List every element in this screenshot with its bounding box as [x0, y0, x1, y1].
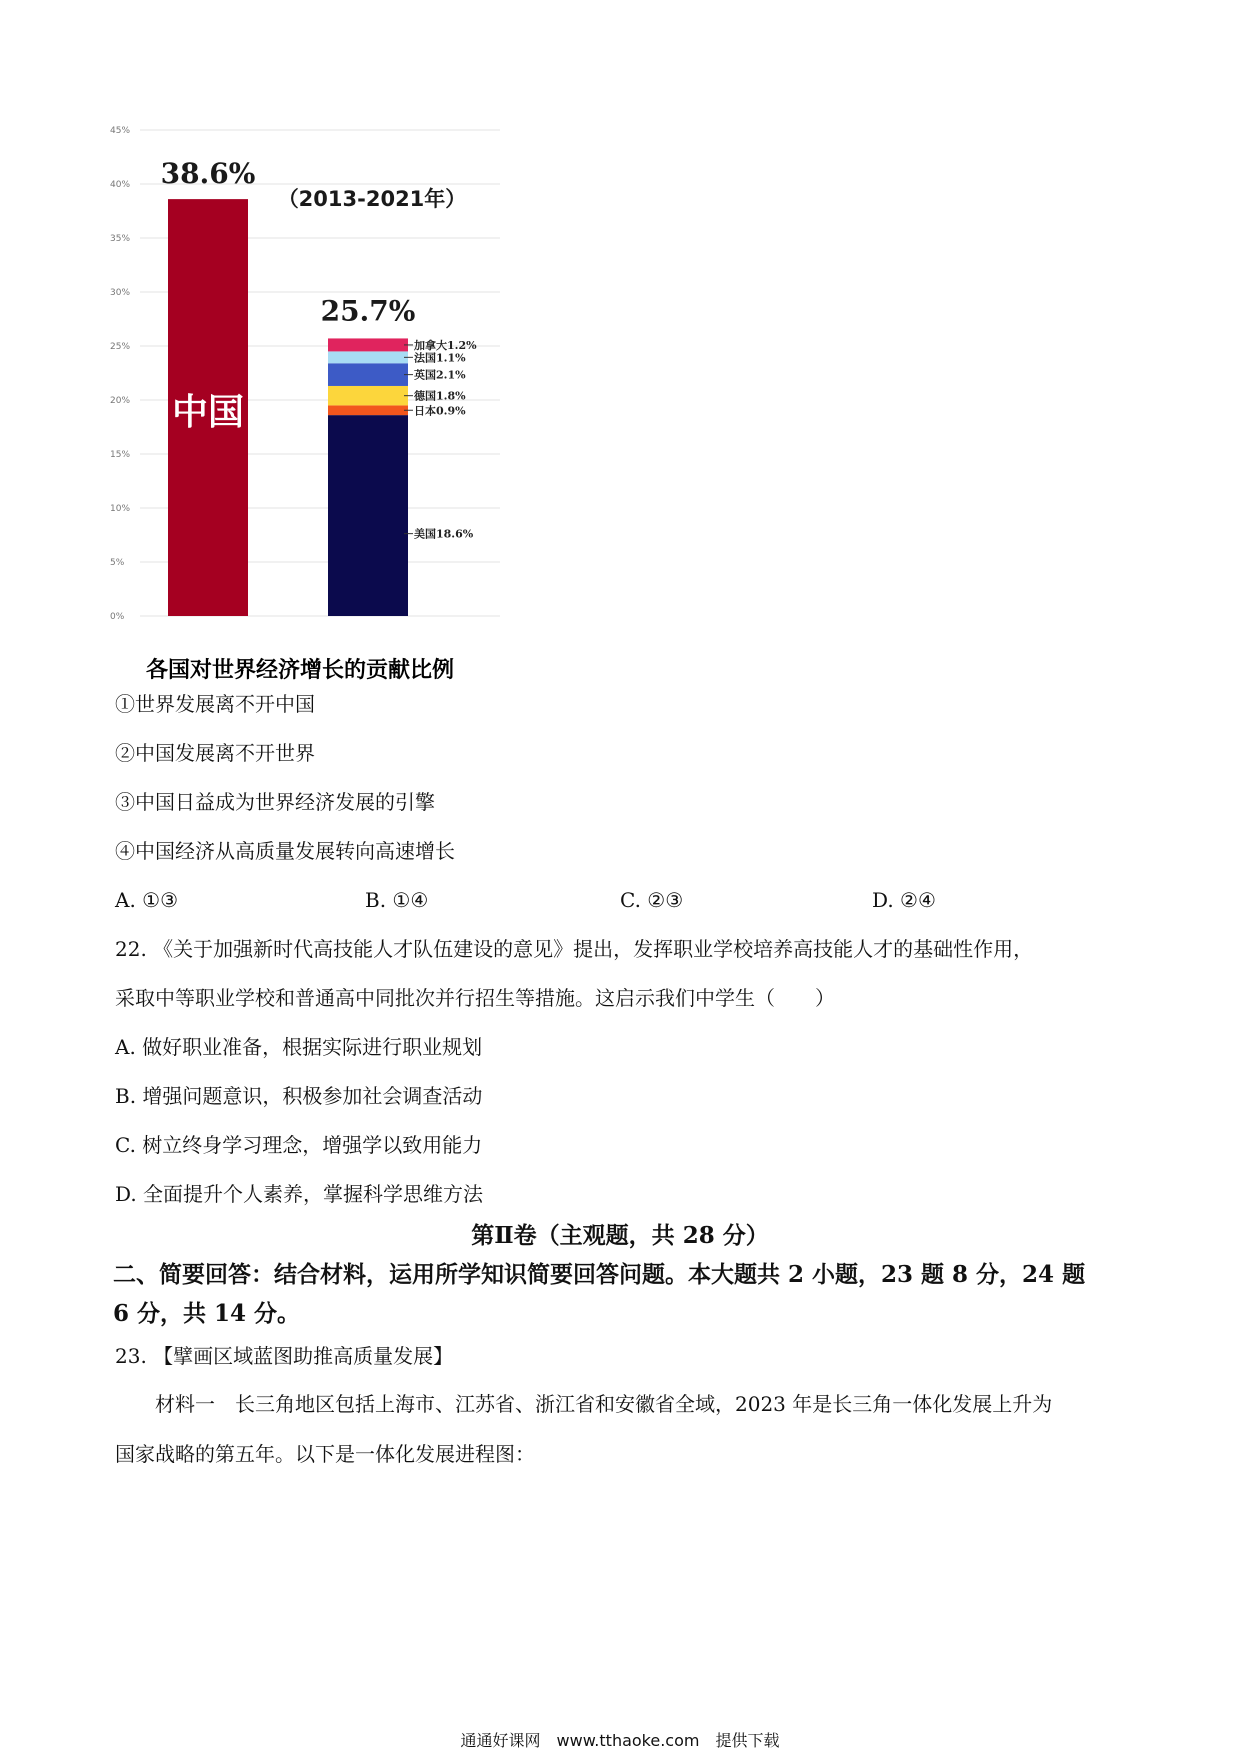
- y-tick-label: 20%: [110, 396, 131, 406]
- chart-title: 各国对世界经济增长的贡献比例: [145, 658, 455, 680]
- q21-option-a: A. ①③: [115, 888, 179, 912]
- q23-title: 23. 【擘画区域蓝图助推高质量发展】: [115, 1344, 454, 1368]
- q21-option-c: C. ②③: [620, 888, 684, 912]
- material-1-line1: 材料一 长三角地区包括上海市、江苏省、浙江省和安徽省全域，2023 年是长三角一体化发展上升为: [155, 1392, 1053, 1416]
- page-footer: 通通好课网 www.tthaoke.com 提供下载: [460, 1731, 780, 1750]
- stack-segment: [328, 415, 408, 616]
- q21-option-b: B. ①④: [365, 888, 429, 912]
- y-tick-label: 45%: [110, 126, 131, 136]
- bar-stacked-value-label: 25.7%: [320, 294, 416, 328]
- segment-label: 美国18.6%: [414, 527, 474, 541]
- q22-stem-line2: 采取中等职业学校和普通高中同批次并行招生等措施。这启示我们中学生（ ）: [115, 986, 835, 1010]
- y-tick-label: 40%: [110, 180, 131, 190]
- contribution-chart: [110, 120, 550, 680]
- segment-label: 法国1.1%: [414, 351, 466, 365]
- q22-option-d: D. 全面提升个人素养，掌握科学思维方法: [115, 1182, 484, 1206]
- statement-4: ④中国经济从高质量发展转向高速增长: [115, 839, 455, 863]
- part2-heading-line2: 6 分，共 14 分。: [113, 1300, 301, 1327]
- y-tick-label: 25%: [110, 342, 131, 352]
- q22-stem-line1: 22. 《关于加强新时代高技能人才队伍建设的意见》提出，发挥职业学校培养高技能人才的基础性作用，: [115, 937, 1034, 961]
- segment-label: 德国1.8%: [414, 389, 466, 403]
- bar-chart-svg: [110, 120, 550, 680]
- part2-heading-line1: 二、简要回答：结合材料，运用所学知识简要回答问题。本大题共 2 小题，23 题 8 分，24 题: [113, 1261, 1086, 1288]
- segment-label: 加拿大1.2%: [414, 338, 477, 352]
- y-tick-label: 5%: [110, 558, 125, 568]
- material-1-line2: 国家战略的第五年。以下是一体化发展进程图：: [115, 1442, 535, 1466]
- q22-option-c: C. 树立终身学习理念，增强学以致用能力: [115, 1133, 483, 1157]
- stack-segment: [328, 338, 408, 351]
- segment-label: 日本0.9%: [414, 404, 466, 418]
- statement-2: ②中国发展离不开世界: [115, 741, 315, 765]
- q22-option-b: B. 增强问题意识，积极参加社会调查活动: [115, 1084, 483, 1108]
- stack-segment: [328, 351, 408, 363]
- y-tick-label: 35%: [110, 234, 131, 244]
- y-tick-label: 0%: [110, 612, 125, 622]
- stack-segment: [328, 386, 408, 405]
- y-tick-label: 15%: [110, 450, 131, 460]
- statement-3: ③中国日益成为世界经济发展的引擎: [115, 790, 435, 814]
- section-2-title: 第Ⅱ卷（主观题，共 28 分）: [471, 1222, 769, 1249]
- statement-1: ①世界发展离不开中国: [115, 692, 315, 716]
- q22-option-a: A. 做好职业准备，根据实际进行职业规划: [115, 1035, 483, 1059]
- segment-label: 英国2.1%: [414, 368, 466, 382]
- bar-china-value-label: 38.6%: [160, 157, 256, 191]
- stack-segment: [328, 363, 408, 386]
- y-tick-label: 30%: [110, 288, 131, 298]
- y-tick-label: 10%: [110, 504, 131, 514]
- stack-segment: [328, 405, 408, 415]
- q21-option-d: D. ②④: [872, 888, 936, 912]
- period-note: （2013-2021年）: [277, 187, 467, 211]
- bar-china-name-label: 中国: [171, 391, 245, 434]
